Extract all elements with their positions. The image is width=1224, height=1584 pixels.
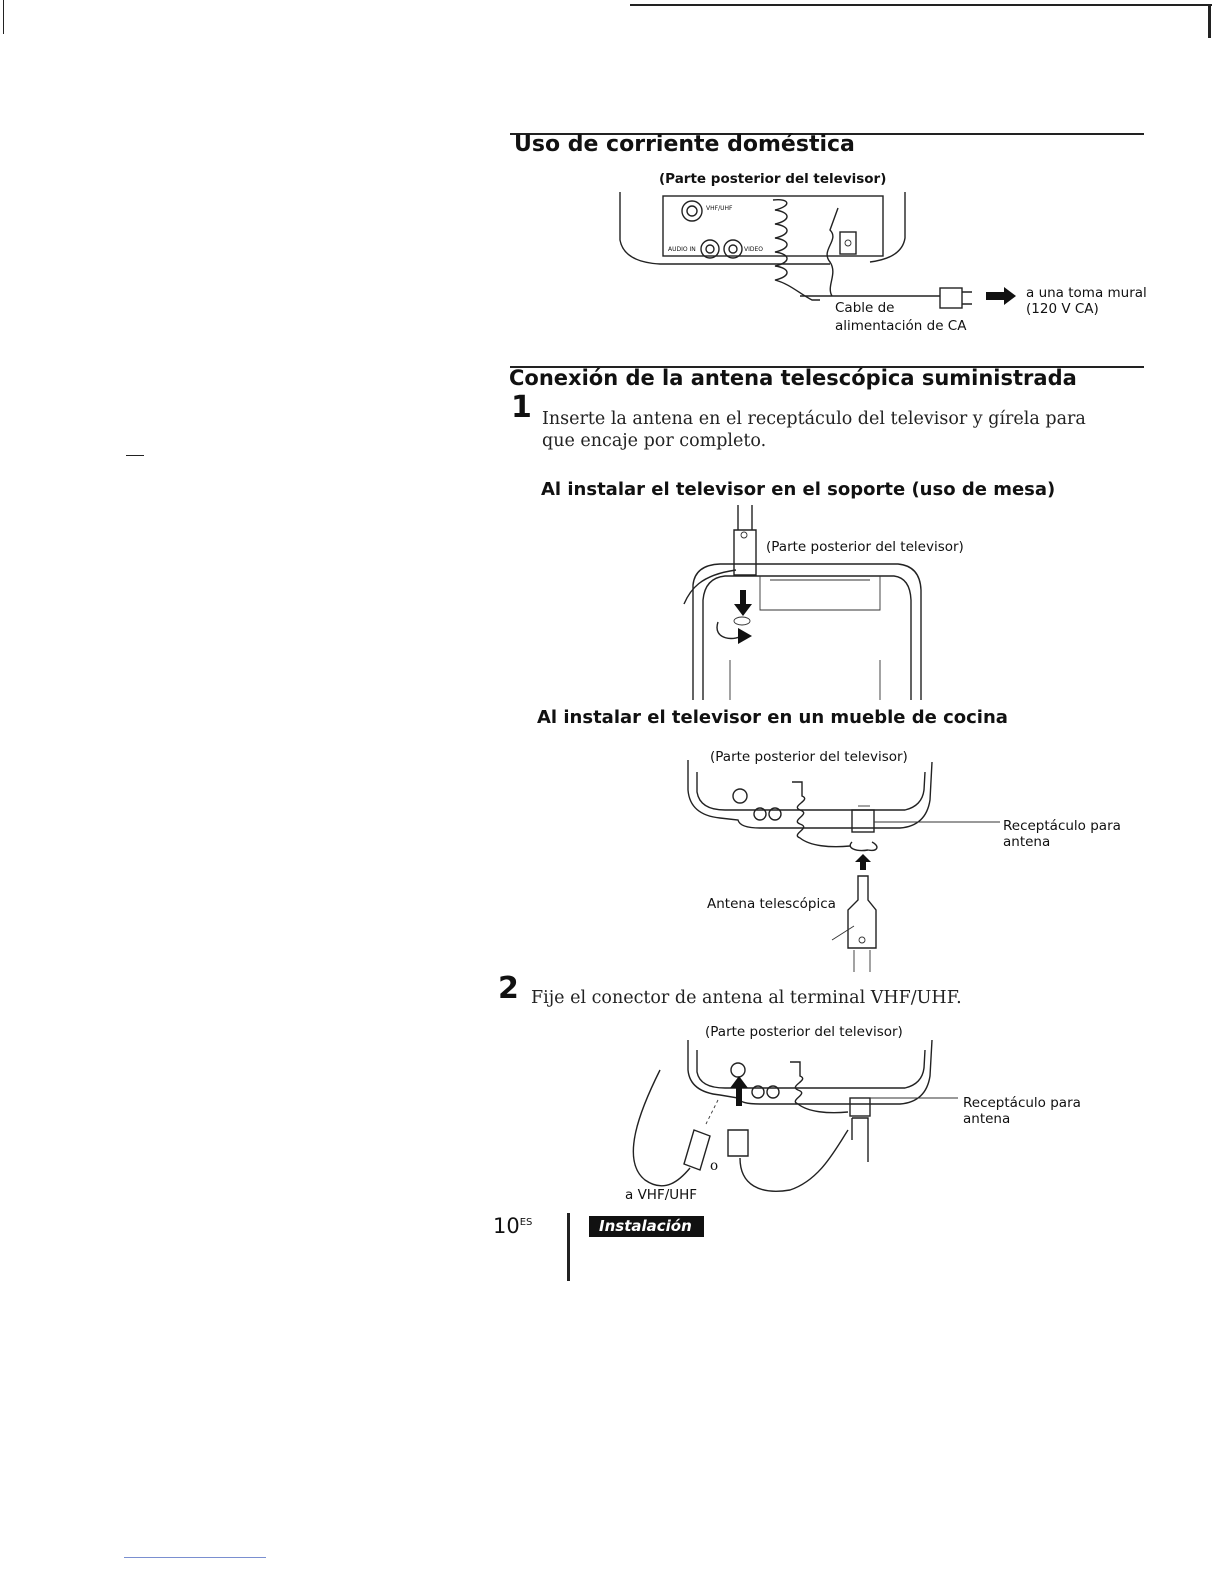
vhf-label: a VHF/UHF [625,1187,698,1203]
bottom-mark [124,1557,266,1558]
step2-rear-caption: (Parte posterior del televisor) [705,1024,903,1040]
step-1-number: 1 [511,390,532,425]
scan-mark [126,455,144,456]
step-2-number: 2 [498,971,519,1006]
rear-caption-power: (Parte posterior del televisor) [659,171,887,187]
cabinet-use-heading: Al instalar el televisor en un mueble de cocina [537,707,1008,728]
cable-label-2: alimentación de CA [835,318,967,334]
outlet-label: a una toma mural [1026,285,1147,301]
cabinet-receptacle-label: Receptáculo para [1003,818,1121,834]
top-frame-corner [1208,4,1211,38]
top-frame-line [630,4,1212,6]
table-use-rear-caption: (Parte posterior del televisor) [766,539,964,555]
section-tab: Instalación [589,1216,704,1237]
cabinet-rear-caption: (Parte posterior del televisor) [710,749,908,765]
outlet-label-2: (120 V CA) [1026,301,1099,317]
footer-divider [567,1213,570,1281]
cabinet-receptacle-label-2: antena [1003,834,1051,850]
page-number [493,1214,532,1238]
left-margin-mark [3,0,4,34]
step2-receptacle-label-2: antena [963,1111,1011,1127]
page-number-value: 10 [493,1214,520,1238]
panel-label-audio: AUDIO IN [668,246,696,253]
step2-figure [0,0,1,1]
section-title-antenna: Conexión de la antena telescópica suministrada [509,366,1077,390]
step-2-text: Fije el conector de antena al terminal VHF/UHF. [531,988,962,1008]
or-label: o [710,1158,719,1174]
table-use-heading: Al instalar el televisor en el soporte (uso de mesa) [541,479,1056,500]
page-number-suffix: ES [519,1217,533,1228]
cable-label: Cable de [835,300,895,316]
telescopic-antenna-label: Antena telescópica [707,896,836,912]
panel-label-video: VIDEO [744,246,764,253]
section-title-power: Uso de corriente doméstica [514,132,855,157]
panel-label-vhf: VHF/UHF [706,205,733,212]
step-1-text: Inserte la antena en el receptáculo del televisor y gírela para que encaje por completo. [542,409,1086,451]
step2-receptacle-label: Receptáculo para [963,1095,1081,1111]
